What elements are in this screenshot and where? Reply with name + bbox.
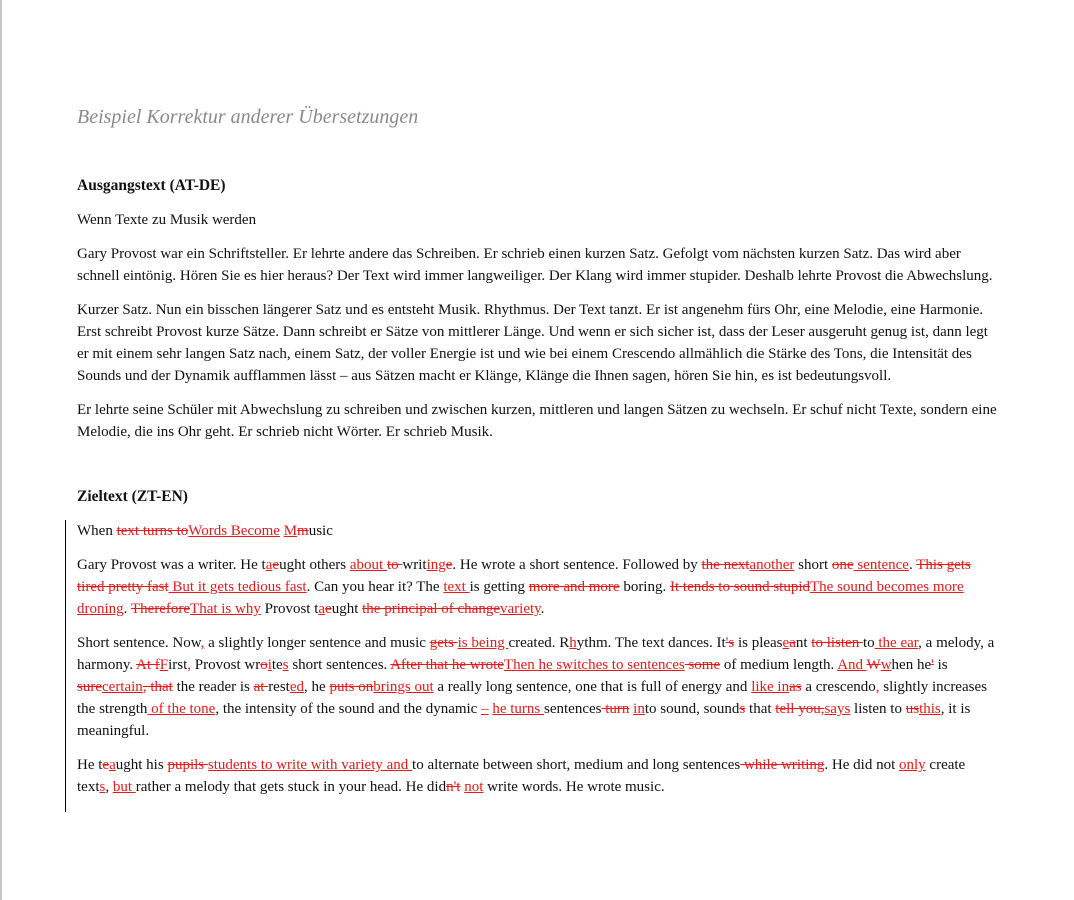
inserted-text: e <box>782 635 790 651</box>
source-paragraph-3: Er lehrte seine Schüler mit Abwechslung zu schreiben und zwischen kurzen, mittleren und langen Sätzen zu wechseln. Er schuf nicht Texte, sondern eine Melodie, die ins Ohr geht. Er schrieb nicht Wörter. Er schrieb Musik. <box>77 402 997 440</box>
text-run: rather a melody that gets stuck in your head. He did <box>135 779 447 795</box>
inserted-text: – <box>481 701 489 717</box>
deleted-text: while writing <box>740 757 825 773</box>
deleted-text: as <box>789 679 802 695</box>
source-heading: Ausgangstext (AT-DE) <box>77 177 226 194</box>
deleted-text: gets <box>429 635 458 651</box>
text-run: , he <box>304 679 330 695</box>
text-run: . Can you hear it? The <box>306 579 444 595</box>
target-title <box>77 520 997 542</box>
inserted-text: like in <box>751 679 790 695</box>
inserted-text: ing <box>426 557 446 573</box>
inserted-text: a <box>265 557 273 573</box>
inserted-text: another <box>749 557 795 573</box>
text-run: irst <box>168 657 188 673</box>
deleted-text: e <box>445 557 453 573</box>
deleted-text: the next <box>701 557 750 573</box>
text-run: listen to <box>850 701 906 717</box>
text-run: to alternate between short, medium and long sentences <box>412 757 741 773</box>
inserted-text: certain <box>102 679 143 695</box>
text-run: short <box>794 557 832 573</box>
text-run: to <box>862 635 875 651</box>
inserted-text: s <box>99 779 106 795</box>
text-run: boring. <box>619 579 670 595</box>
inserted-text: sentence <box>853 557 909 573</box>
deleted-text: at <box>253 679 269 695</box>
text-run: the reader is <box>172 679 254 695</box>
deleted-text: the principal of change <box>362 601 500 617</box>
inserted-text: , <box>200 635 205 651</box>
inserted-text: this <box>919 701 941 717</box>
target-paragraph-3 <box>77 754 997 798</box>
text-run: created. R <box>508 635 570 651</box>
inserted-text: text <box>443 579 470 595</box>
text-run: of medium length. <box>720 657 838 673</box>
text-run: . <box>908 557 917 573</box>
inserted-text: about <box>349 557 387 573</box>
inserted-text: the ear <box>874 635 919 651</box>
text-run: create text <box>77 757 966 795</box>
inserted-text: h <box>569 635 577 651</box>
inserted-text: says <box>824 701 851 717</box>
text-run: , the intensity of the sound and the dynamic <box>215 701 482 717</box>
source-paragraph-2: Kurzer Satz. Nun ein bisschen längerer Satz und es entsteht Musik. Rhythmus. Der Text tanzt. Er ist angenehm fürs Ohr, eine Melodie, eine Harmonie. Erst schreibt Provost kurze Sätze. Dann schreibt er Sätze von mittlerer Länge. Und wenn er sich sicher ist, dass der Leser ausgeruht genug ist, dann legt er mit einem sehr langen Satz nach, einem Satz, der voller Energie ist und wie bei einem Crescendo allmählich die Stärke des Tons, die Intensität des Sounds und der Dynamik aufflammen lässt – aus Sätzen macht er Klänge, Klänge die Ihnen sagen, hören Sie hin, es ist bedeutungsvoll. <box>77 302 988 384</box>
text-run: te <box>271 657 283 673</box>
document-subtitle: Beispiel Korrektur anderer Übersetzungen <box>77 106 419 128</box>
text-run: is pleas <box>734 635 783 651</box>
deleted-text: e <box>272 557 280 573</box>
deleted-text: m <box>297 523 309 539</box>
deleted-text: to listen <box>811 635 863 651</box>
inserted-text: is being <box>457 635 509 651</box>
inserted-text: of the tone <box>147 701 216 717</box>
change-bar <box>65 520 66 812</box>
text-run: is <box>933 657 948 673</box>
deleted-text: 's <box>725 635 735 651</box>
deleted-text: n't <box>446 779 461 795</box>
text-run: ught others <box>279 557 350 573</box>
deleted-text: At f <box>136 657 160 673</box>
inserted-text: a <box>109 757 116 773</box>
inserted-text: a <box>318 601 326 617</box>
text-run: Provost t <box>260 601 319 617</box>
inserted-text: but <box>112 779 136 795</box>
inserted-text: , <box>875 679 880 695</box>
inserted-text: Then he switches to sentences <box>503 657 685 673</box>
text-run: nt <box>795 635 812 651</box>
text-run: usic <box>308 523 333 539</box>
deleted-text: After that he wrote <box>390 657 504 673</box>
deleted-text: , that <box>142 679 173 695</box>
deleted-text: This gets tired pretty fast <box>77 557 971 595</box>
inserted-text: not <box>464 779 484 795</box>
text-run: ythm. The text dances. It <box>576 635 726 651</box>
text-run: slightly increases the strength <box>77 679 987 717</box>
text-run: hen he <box>891 657 932 673</box>
text-run: that <box>745 701 776 717</box>
deleted-text: ' <box>931 657 934 673</box>
inserted-text: The sound becomes more droning <box>77 579 964 617</box>
inserted-text: And <box>837 657 867 673</box>
text-run: rest <box>268 679 290 695</box>
text-run: When <box>77 523 117 539</box>
deleted-text: to <box>386 557 403 573</box>
inserted-text: only <box>899 757 926 773</box>
tracked-changes-section <box>77 520 997 798</box>
inserted-text: M <box>283 523 298 539</box>
deleted-text: us <box>905 701 920 717</box>
source-paragraph-1: Gary Provost war ein Schriftsteller. Er lehrte andere das Schreiben. Er schrieb einen kurzen Satz. Gefolgt vom nächsten kurzen Satz. Das wird aber schnell eintönig. Hören Sie es hier heraus? Der Text wird immer langweiliger. Der Klang wird immer stupider. Deshalb lehrte Provost die Abwechslung. <box>77 246 993 284</box>
text-run: a crescendo <box>801 679 876 695</box>
inserted-text: , <box>187 657 192 673</box>
inserted-text: s <box>282 657 289 673</box>
deleted-text: e <box>325 601 332 617</box>
text-run: short sentences. <box>288 657 391 673</box>
deleted-text: some <box>684 657 721 673</box>
deleted-text: sure <box>77 679 102 695</box>
source-title: Wenn Texte zu Musik werden <box>77 212 257 228</box>
deleted-text: a <box>789 635 796 651</box>
text-run: , <box>105 779 113 795</box>
text-run: Short sentence. Now <box>77 635 201 651</box>
deleted-text: puts on <box>329 679 374 695</box>
text-run: Gary Provost was a writer. He t <box>77 557 266 573</box>
document-page <box>77 100 997 798</box>
text-run: He t <box>77 757 103 773</box>
inserted-text: in <box>633 701 645 717</box>
text-run: a really long sentence, one that is full of energy and <box>433 679 752 695</box>
inserted-text: students to write with variety and <box>207 757 413 773</box>
target-paragraph-1 <box>77 554 997 620</box>
text-run: is getting <box>469 579 529 595</box>
deleted-text: s <box>739 701 746 717</box>
deleted-text: turn <box>601 701 630 717</box>
inserted-text: brings out <box>373 679 434 695</box>
page-left-edge <box>0 0 2 900</box>
text-run: write words. He wrote music. <box>483 779 665 795</box>
text-run: to sound, sound <box>644 701 740 717</box>
text-run: . <box>123 601 131 617</box>
deleted-text: tell you, <box>775 701 825 717</box>
text-run: ught his <box>115 757 168 773</box>
inserted-text: ed <box>289 679 305 695</box>
target-heading: Zieltext (ZT-EN) <box>77 488 188 505</box>
deleted-text: one <box>831 557 854 573</box>
text-run: a slightly longer sentence and music <box>204 635 430 651</box>
deleted-text: It tends to sound stupid <box>669 579 810 595</box>
text-run: writ <box>402 557 427 573</box>
inserted-text: That is why <box>190 601 261 617</box>
text-run: ught <box>331 601 363 617</box>
deleted-text: e <box>102 757 110 773</box>
text-run: , a melody, a harmony. <box>77 635 995 673</box>
inserted-text: i <box>267 657 272 673</box>
inserted-text: variety <box>500 601 541 617</box>
text-run: , it is meaningful. <box>77 701 971 739</box>
inserted-text: But it gets tedious fast <box>168 579 307 595</box>
deleted-text: W <box>866 657 881 673</box>
text-run: . <box>540 601 545 617</box>
deleted-text: more and more <box>528 579 620 595</box>
inserted-text: he turns <box>492 701 545 717</box>
inserted-text: F <box>159 657 169 673</box>
deleted-text: Therefore <box>130 601 191 617</box>
deleted-text: text turns to <box>116 523 189 539</box>
inserted-text: w <box>880 657 892 673</box>
text-run: . He did not <box>824 757 899 773</box>
text-run: . He wrote a short sentence. Followed by <box>452 557 702 573</box>
text-run: Provost wr <box>191 657 261 673</box>
deleted-text: pupils <box>167 757 208 773</box>
target-paragraph-2 <box>77 632 997 742</box>
inserted-text: Words Become <box>188 523 280 539</box>
text-run: sentences <box>544 701 602 717</box>
deleted-text: o <box>260 657 268 673</box>
